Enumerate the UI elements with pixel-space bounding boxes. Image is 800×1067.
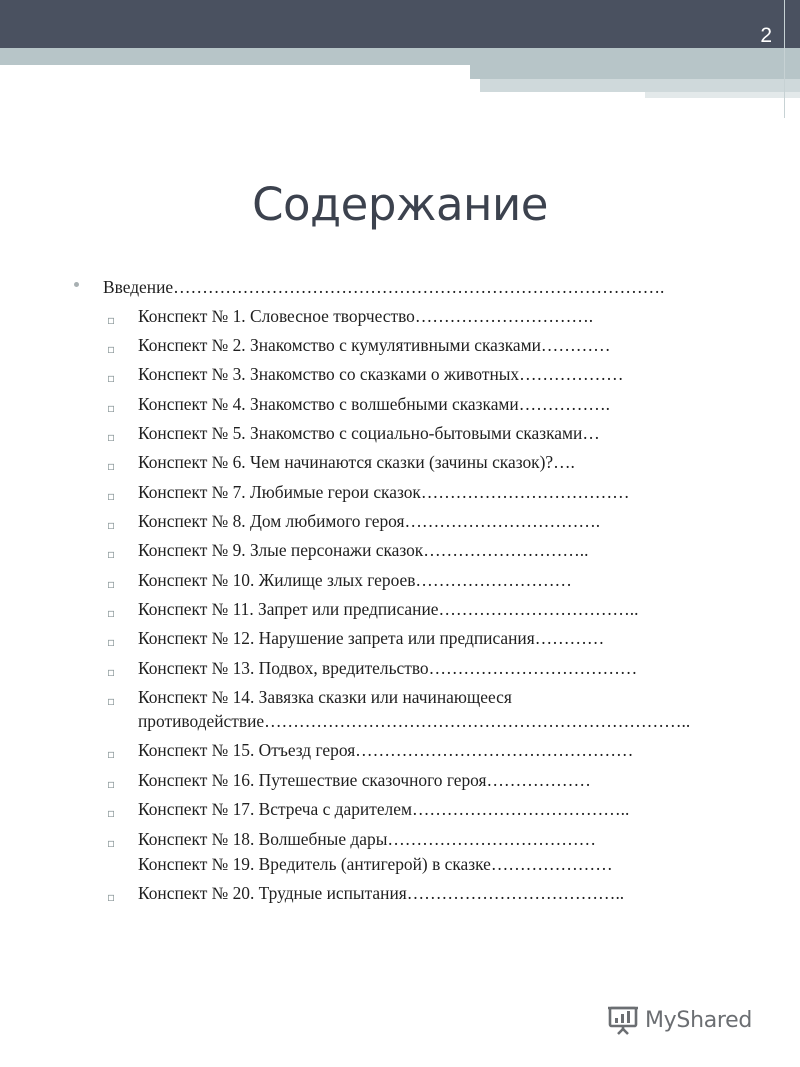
bullet-square-icon: ▫ [107, 342, 116, 356]
bullet-square-icon: ▫ [107, 547, 116, 561]
bullet-square-icon: ▫ [107, 890, 116, 904]
header-band-lighter [645, 92, 800, 98]
header-band [0, 48, 800, 65]
bullet-square-icon: ▫ [107, 577, 116, 591]
myshared-watermark [607, 1000, 752, 1040]
bullet-square-icon: ▫ [107, 606, 116, 620]
bullet-square-icon: ▫ [107, 747, 116, 761]
chart-board-icon [607, 1004, 639, 1036]
bullet-square-icon: ▫ [107, 313, 116, 327]
slide-title: Содержание [252, 178, 548, 231]
bullet-square-icon: ▫ [107, 665, 116, 679]
bullet-square-icon: ▫ [107, 518, 116, 532]
bullet-square-icon: ▫ [107, 401, 116, 415]
slide-number: 2 [760, 24, 772, 47]
bullet-square-icon: ▫ [107, 459, 116, 473]
bullet-square-icon: ▫ [107, 371, 116, 385]
bullet-square-icon: ▫ [107, 430, 116, 444]
bullet-square-icon: ▫ [107, 836, 116, 850]
watermark-text: MyShared [645, 1007, 753, 1033]
bullet-square-icon: ▫ [107, 777, 116, 791]
header-divider [784, 0, 785, 118]
bullet-square-icon: ▫ [107, 806, 116, 820]
bullet-dot-icon [74, 282, 79, 287]
header-bar [0, 0, 800, 48]
bullet-square-icon: ▫ [107, 489, 116, 503]
header-band-step [470, 65, 800, 79]
bullet-square-icon: ▫ [107, 694, 116, 708]
header-band-light [480, 79, 800, 92]
bullet-square-icon: ▫ [107, 635, 116, 649]
